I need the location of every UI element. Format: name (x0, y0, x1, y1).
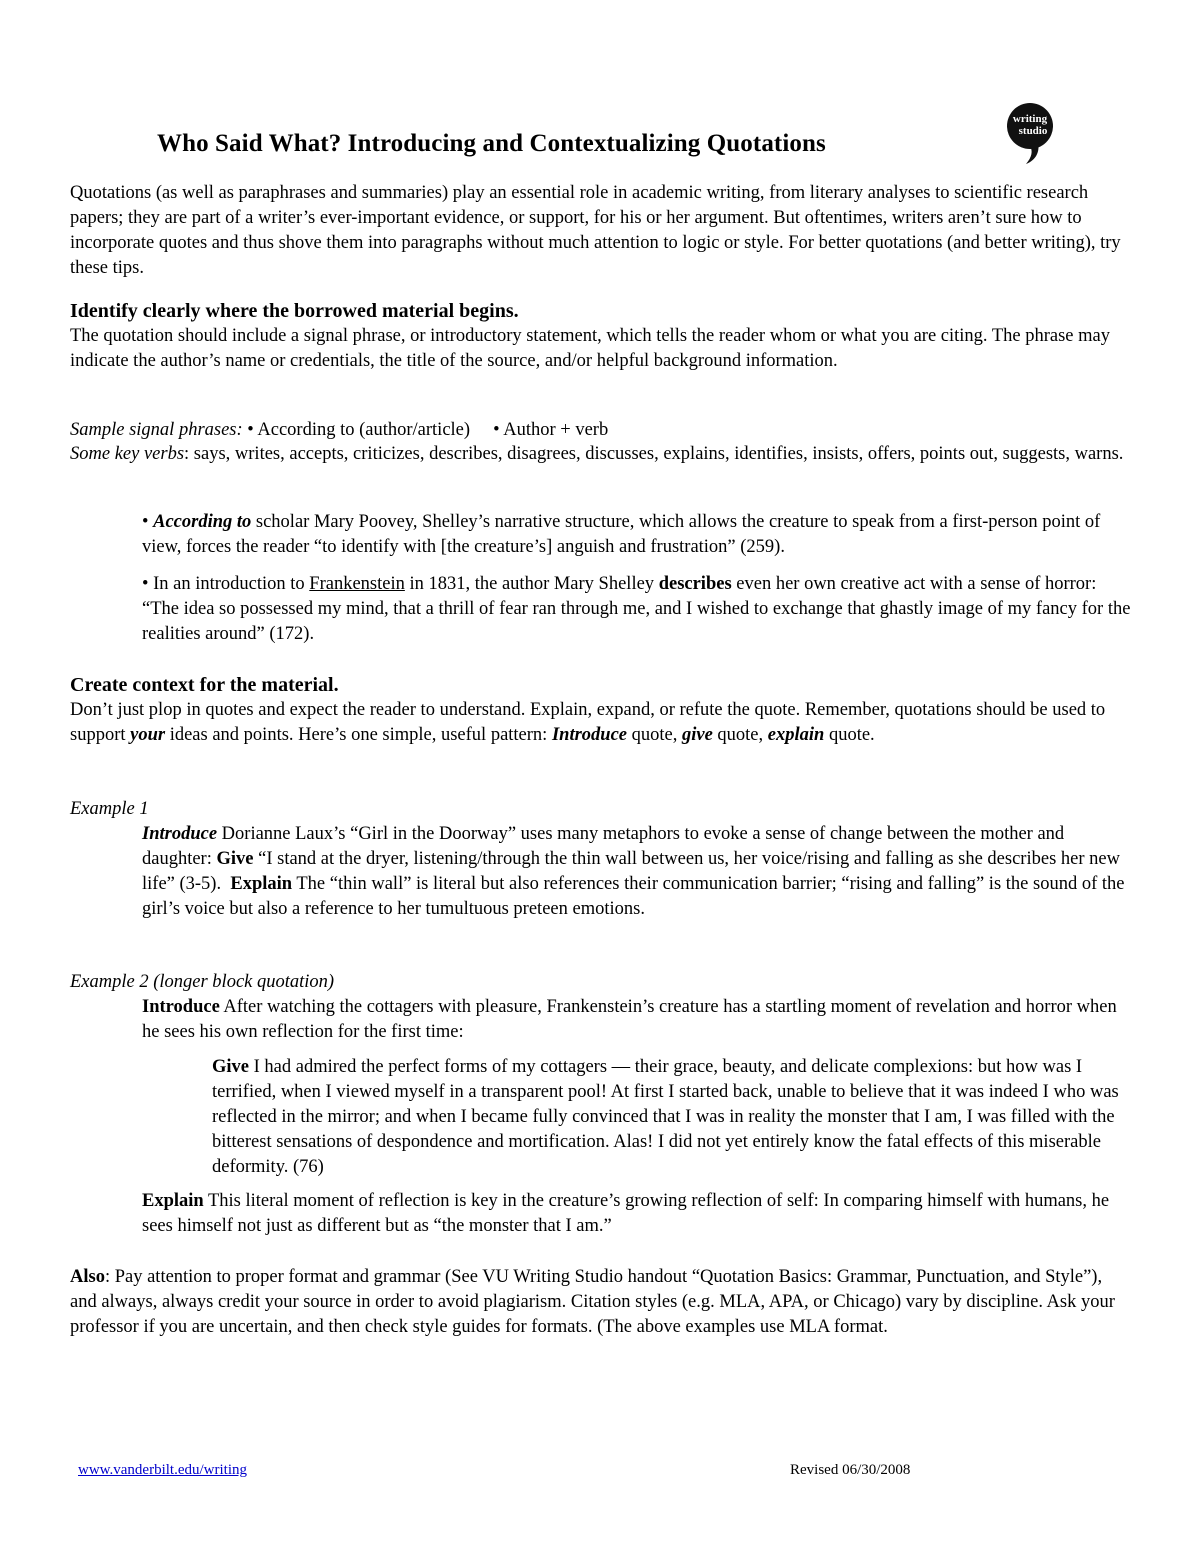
example2-introduce (142, 995, 1132, 1045)
example2-give-label: Give (212, 1057, 249, 1077)
also-label: Also (70, 1267, 105, 1287)
section1-body: The quotation should include a signal phrase, or introductory statement, which tells the reader whom or what you are citing. The phrase may indicate the author’s name or credentials, the title of the source, and/or helpful background information. (70, 326, 1110, 371)
example2-introduce-text: After watching the cottagers with pleasure, Frankenstein’s creature has a startling moment of revelation and horror when he sees his own reflection for the first time: (142, 997, 1117, 1042)
footer-link[interactable]: www.vanderbilt.edu/writing (78, 1462, 247, 1478)
svg-text:studio: studio (1018, 125, 1048, 137)
example2-explain-text: This literal moment of reflection is key in the creature’s growing reflection of self: In comparing himself with humans, he sees himself not just as different but as “the monster that I am.” (142, 1191, 1110, 1236)
example2-explain-label: Explain (142, 1191, 204, 1211)
example2-explain (142, 1189, 1132, 1239)
page-title: Who Said What? Introducing and Contextualizing Quotations (157, 130, 826, 157)
revised-date: Revised 06/30/2008 (790, 1462, 911, 1478)
section2-explain: explain (767, 725, 825, 745)
section2-body-a: Don’t just plop in quotes and expect the reader to understand. Explain, expand, or refute the quote. Remember, quotations should be used to support (70, 700, 1106, 745)
signal-example-1-bold: According to (153, 512, 252, 532)
also-paragraph (70, 1265, 1130, 1340)
example2-block-quote (212, 1055, 1132, 1180)
example1-give: “I stand at the dryer, listening/through the thin wall between us, her voice/rising and falling as she describes her new life” (3-5). (142, 849, 1125, 894)
section1-heading: Identify clearly where the borrowed material begins. (70, 300, 519, 322)
example1-body (142, 822, 1132, 922)
signal-example-2-verb: describes (658, 574, 732, 594)
section2-body (70, 698, 1130, 748)
signal-phrases-label: Sample signal phrases: (70, 420, 243, 440)
example1-explain-label: Explain (230, 874, 293, 894)
signal-example-1: • According to scholar Mary Poovey, Shelley’s narrative structure, which allows the creature to speak from a first-person point of view, forces the reader “to identify with [the creature’s] anguish and frustration” (259). (142, 512, 1101, 557)
section2-introduce: Introduce (551, 725, 627, 745)
signal-example-2-pre: • In an introduction to (142, 574, 310, 594)
signal-phrases-line (70, 418, 1130, 443)
svg-text:writing: writing (1012, 113, 1048, 125)
example1-give-label: Give (216, 849, 254, 869)
section2-your: your (130, 725, 166, 745)
section2-body-c: quote, (627, 725, 682, 745)
section2-give: give (681, 725, 713, 745)
signal-example-2 (142, 572, 1132, 647)
section2-body-d: quote, (712, 725, 768, 745)
example1-label: Example 1 (70, 799, 149, 819)
intro-paragraph: Quotations (as well as paraphrases and summaries) play an essential role in academic writing, from literary analyses to scientific research papers; they are part of a writer’s ever-important evidence, or support, for his or her argument. But oftentimes, writers aren’t sure how to incorporate quotes and thus shove them into paragraphs without much attention to logic or style. For better quotations (and better writing), try these tips. (70, 183, 1121, 278)
key-verbs-line (70, 442, 1130, 467)
writing-studio-logo (1000, 102, 1058, 164)
key-verbs-label: Some key verbs (70, 444, 185, 464)
section2-heading: Create context for the material. (70, 674, 339, 696)
section2-body-e: quote. (824, 725, 875, 745)
example2-introduce-label: Introduce (142, 997, 220, 1017)
signal-example-1-text: scholar Mary Poovey, Shelley’s narrative structure, which allows the creature to speak from a first-person point of view, forces the reader “to identify with [the creature’s] anguish and frustration” (259). (142, 512, 1101, 557)
signal-example-2-post: even her own creative act with a sense of horror: “The idea so possessed my mind, that a thrill of fear ran through me, and I wished to exchange that ghastly image of my fancy for the realities around” (172). (142, 574, 1131, 644)
signal-phrases-items: • According to (author/article) • Author + verb (247, 420, 609, 440)
frankenstein-title: Frankenstein (309, 574, 405, 594)
example1-explain: The “thin wall” is literal but also references their communication barrier; “rising and falling” is the sound of the girl’s voice but also a reference to her tumultuous preteen emotions. (142, 874, 1125, 919)
signal-example-2-mid: in 1831, the author Mary Shelley (404, 574, 659, 594)
section2-body-b: ideas and points. Here’s one simple, useful pattern: (165, 725, 552, 745)
example2-give-text: I had admired the perfect forms of my cottagers — their grace, beauty, and delicate complexions: but how was I terrified, when I viewed myself in a transparent pool! At first I started back, unable to believe that it was indeed I who was reflected in the mirror; and when I became fully convinced that I was in reality the monster that I am, I was filled with the bitterest sensations of despondence and mortification. Alas! I did not yet entirely know the fatal effects of this miserable deformity. (76) (212, 1057, 1119, 1177)
key-verbs-text: : says, writes, accepts, criticizes, describes, disagrees, discusses, explains, identifies, insists, offers, points out, suggests, warns. (184, 444, 1124, 464)
example1-introduce-label: Introduce (142, 824, 218, 844)
example1-introduce: Dorianne Laux’s “Girl in the Doorway” uses many metaphors to evoke a sense of change between the mother and daughter: (142, 824, 1065, 869)
also-text: : Pay attention to proper format and grammar (See VU Writing Studio handout “Quotation Basics: Grammar, Punctuation, and Style”), and always, always credit your source in order to avoid plagiarism. Citation styles (e.g. MLA, APA, or Chicago) vary by discipline. Ask your professor if you are uncertain, and then check style guides for formats. (The above examples use MLA format. (70, 1267, 1115, 1337)
example2-label: Example 2 (longer block quotation) (70, 972, 335, 992)
